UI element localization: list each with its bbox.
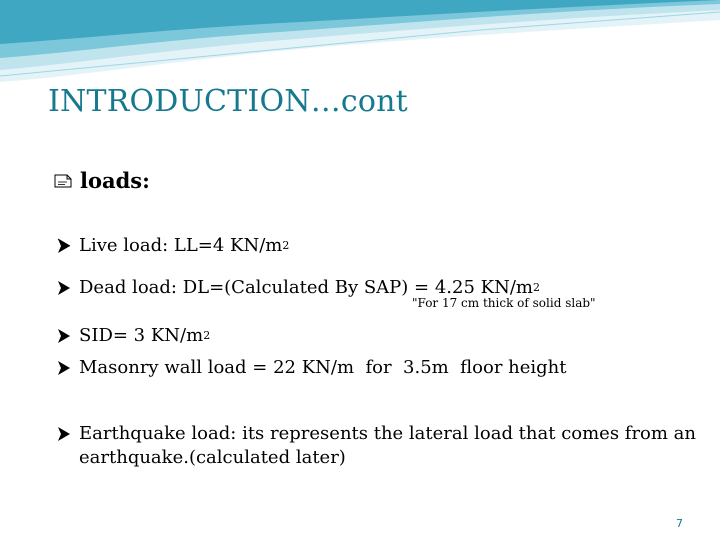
arrow-bullet-icon [56,327,72,345]
loads-heading [52,168,150,193]
header-wave-decoration [0,0,720,90]
arrow-bullet-icon [56,425,72,443]
list-item [56,234,289,258]
sid-sup: 2 [203,329,211,342]
masonry-text: Masonry wall load = 22 KN/m for 3.5m floor height [79,357,567,378]
live-load-text: Live load: LL=4 KN/m [79,235,283,256]
arrow-bullet-icon [56,279,72,297]
page-bullet-icon [52,172,74,190]
list-item [56,324,210,348]
dead-load-text: Dead load: DL=(Calculated By SAP) = 4.25 KN/m [79,277,533,298]
earthquake-text: Earthquake load: its represents the lateral load that comes from an earthquake.(calculated later) [79,423,697,468]
arrow-bullet-icon [56,359,72,377]
live-load-sup: 2 [282,239,290,252]
list-item [56,356,567,380]
sid-text: SID= 3 KN/m [79,325,204,346]
dead-load-sup: 2 [532,281,540,294]
page-number: 7 [676,517,683,530]
slide-title: INTRODUCTION…cont [48,84,408,119]
dead-load-note: "For 17 cm thick of solid slab" [412,296,596,310]
arrow-bullet-icon [56,237,72,255]
list-item [56,422,696,470]
heading-text: loads: [80,168,150,193]
